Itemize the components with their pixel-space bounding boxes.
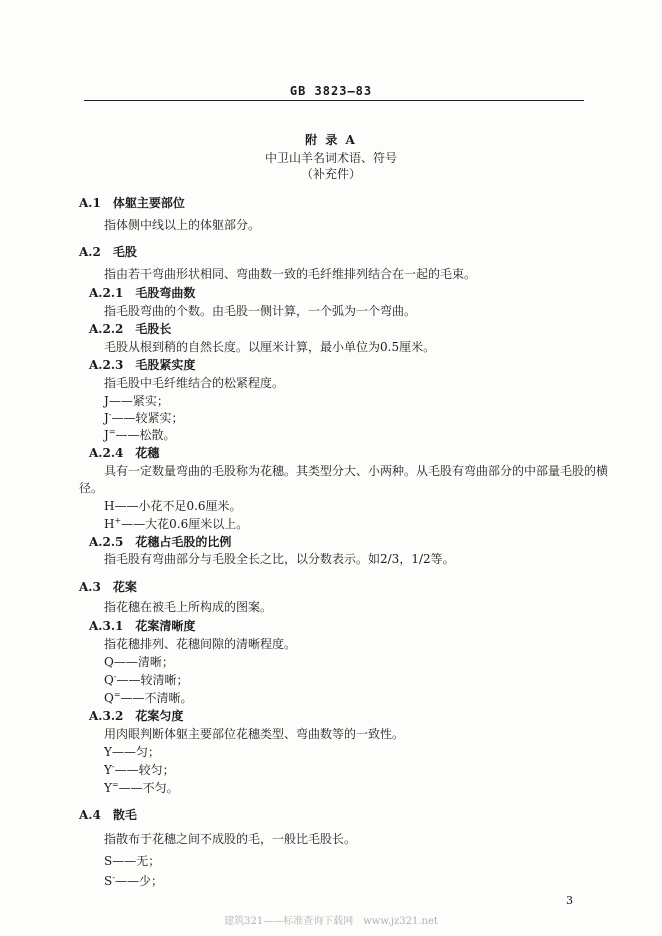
symbol-definition: Y-——较匀； xyxy=(104,762,175,777)
paragraph: 指体侧中线以上的体躯部分。 xyxy=(104,218,261,232)
paragraph: 指由若干弯曲形状相同、弯曲数一致的毛纤维排列结合在一起的毛束。 xyxy=(104,267,477,281)
subsection-heading-a2-2: A.2.2 毛股长 xyxy=(89,322,172,336)
paragraph: 指散布于花穗之间不成股的毛，一般比毛股长。 xyxy=(104,832,357,846)
standard-number-header: GB 3823—83 xyxy=(289,84,373,98)
paragraph: 指花穗排列、花穗间隙的清晰程度。 xyxy=(104,637,297,651)
appendix-subtitle: 中卫山羊名词术语、符号 xyxy=(264,151,397,165)
section-heading-a3: A.3 花案 xyxy=(79,580,137,594)
section-heading-a4: A.4 散毛 xyxy=(79,808,137,822)
subsection-heading-a2-5: A.2.5 花穗占毛股的比例 xyxy=(89,535,232,549)
symbol-definition: Q——清晰； xyxy=(104,655,174,669)
paragraph-continuation: 径。 xyxy=(79,481,104,495)
paragraph: 具有一定数量弯曲的毛股称为花穗。其类型分大、小两种。从毛股有弯曲部分的中部量毛股的横 xyxy=(104,464,609,478)
symbol-definition: J-——较紧实； xyxy=(104,410,184,425)
paragraph: 毛股从根到稍的自然长度。以厘米计算，最小单位为0.5厘米。 xyxy=(104,340,436,354)
header-rule xyxy=(84,100,584,101)
symbol-definition: H+——大花0.6厘米以上。 xyxy=(104,516,249,531)
page-number: 3 xyxy=(566,894,573,907)
symbol-definition: J——紧实； xyxy=(104,394,169,408)
subsection-heading-a2-3: A.2.3 毛股紧实度 xyxy=(89,358,196,372)
subsection-heading-a3-2: A.3.2 花案匀度 xyxy=(89,709,184,723)
symbol-definition: J=——松散。 xyxy=(104,427,176,442)
paragraph: 指毛股有弯曲部分与毛股全长之比，以分数表示。如2/3，1/2等。 xyxy=(104,552,455,566)
symbol-definition: Y——匀； xyxy=(104,745,160,759)
section-heading-a2: A.2 毛股 xyxy=(79,245,137,259)
paragraph: 指毛股中毛纤维结合的松紧程度。 xyxy=(104,376,285,390)
subsection-heading-a2-1: A.2.1 毛股弯曲数 xyxy=(89,286,196,300)
paragraph: 指花穗在被毛上所构成的图案。 xyxy=(104,600,273,614)
appendix-note: （补充件） xyxy=(300,167,361,181)
symbol-definition: S-——少； xyxy=(104,873,163,888)
symbol-definition: H——小花不足0.6厘米。 xyxy=(104,499,242,513)
symbol-definition: Q-——较清晰； xyxy=(104,672,189,687)
paragraph: 指毛股弯曲的个数。由毛股一侧计算，一个弧为一个弯曲。 xyxy=(104,304,417,318)
section-heading-a1: A.1 体躯主要部位 xyxy=(79,196,185,210)
watermark-footer: 建筑321——标准查询下载网 www.jz321.net xyxy=(224,916,438,927)
symbol-definition: Y=——不匀。 xyxy=(104,780,179,795)
subsection-heading-a3-1: A.3.1 花案清晰度 xyxy=(89,619,196,633)
symbol-definition: Q=——不清晰。 xyxy=(104,690,193,705)
paragraph: 用肉眼判断体躯主要部位花穗类型、弯曲数等的一致性。 xyxy=(104,727,405,741)
symbol-definition: S——无； xyxy=(104,854,161,868)
subsection-heading-a2-4: A.2.4 花穗 xyxy=(89,446,160,460)
appendix-title: 附 录 A xyxy=(305,133,357,147)
